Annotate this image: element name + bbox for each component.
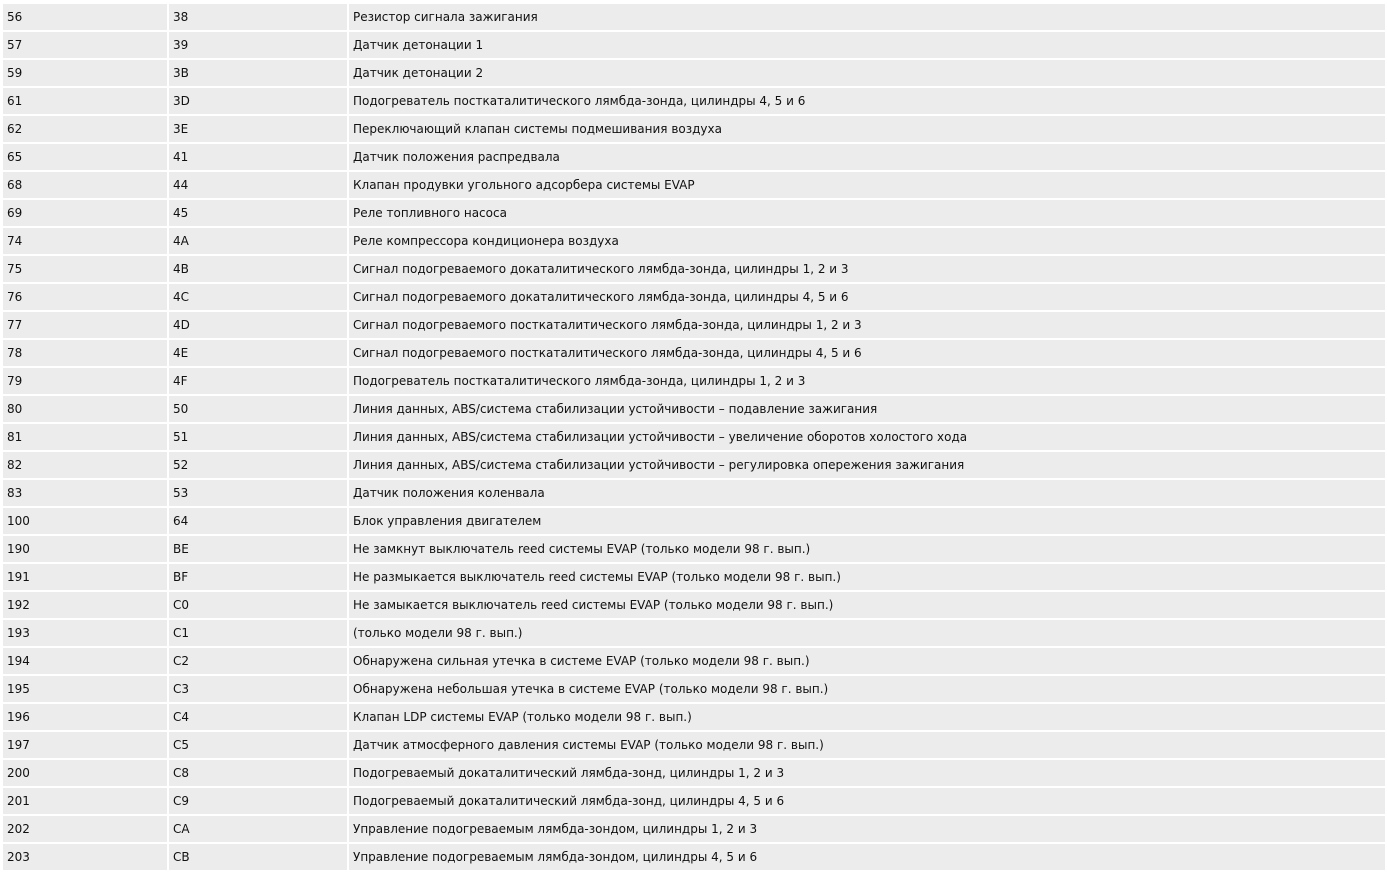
code-cell: 190 [3,536,167,562]
hex-code-cell: 4F [169,368,347,394]
hex-code-cell: 51 [169,424,347,450]
code-cell: 77 [3,312,167,338]
table-row [3,4,1385,30]
description-cell: Не замыкается выключатель reed системы EVAP (только модели 98 г. вып.) [349,592,1385,618]
code-cell: 81 [3,424,167,450]
table-row [3,116,1385,142]
table-row [3,648,1385,674]
hex-code-cell: 3B [169,60,347,86]
hex-code-cell: 3D [169,88,347,114]
description-cell: Датчик детонации 1 [349,32,1385,58]
hex-code-cell: C8 [169,760,347,786]
code-cell: 83 [3,480,167,506]
code-cell: 78 [3,340,167,366]
table-row [3,760,1385,786]
table-row [3,144,1385,170]
code-cell: 196 [3,704,167,730]
hex-code-cell: C3 [169,676,347,702]
code-cell: 191 [3,564,167,590]
description-cell: Реле топливного насоса [349,200,1385,226]
hex-code-cell: 3E [169,116,347,142]
hex-code-cell: C0 [169,592,347,618]
table-row [3,60,1385,86]
description-cell: Клапан LDP системы EVAP (только модели 98 г. вып.) [349,704,1385,730]
description-cell: Управление подогреваемым лямбда-зондом, цилиндры 1, 2 и 3 [349,816,1385,842]
code-cell: 79 [3,368,167,394]
description-cell: Линия данных, ABS/система стабилизации устойчивости – регулировка опережения зажигания [349,452,1385,478]
hex-code-cell: 44 [169,172,347,198]
table-row [3,284,1385,310]
description-cell: Сигнал подогреваемого посткаталитического лямбда-зонда, цилиндры 1, 2 и 3 [349,312,1385,338]
code-cell: 195 [3,676,167,702]
hex-code-cell: BE [169,536,347,562]
hex-code-cell: CB [169,844,347,870]
code-cell: 57 [3,32,167,58]
description-cell: Реле компрессора кондиционера воздуха [349,228,1385,254]
table-row [3,396,1385,422]
hex-code-cell: C9 [169,788,347,814]
table-row [3,480,1385,506]
table-row [3,508,1385,534]
table-row [3,88,1385,114]
description-cell: Датчик положения распредвала [349,144,1385,170]
code-cell: 80 [3,396,167,422]
hex-code-cell: C2 [169,648,347,674]
hex-code-cell: 64 [169,508,347,534]
table-row [3,228,1385,254]
table-row [3,368,1385,394]
code-cell: 202 [3,816,167,842]
table-row [3,340,1385,366]
description-cell: Переключающий клапан системы подмешивания воздуха [349,116,1385,142]
description-cell: Клапан продувки угольного адсорбера системы EVAP [349,172,1385,198]
code-cell: 62 [3,116,167,142]
fault-code-table [1,2,1387,872]
code-cell: 192 [3,592,167,618]
description-cell: Сигнал подогреваемого докаталитического лямбда-зонда, цилиндры 1, 2 и 3 [349,256,1385,282]
hex-code-cell: 52 [169,452,347,478]
table-row [3,452,1385,478]
description-cell: Линия данных, ABS/система стабилизации устойчивости – подавление зажигания [349,396,1385,422]
table-row [3,788,1385,814]
hex-code-cell: 4B [169,256,347,282]
code-cell: 74 [3,228,167,254]
hex-code-cell: C5 [169,732,347,758]
hex-code-cell: CA [169,816,347,842]
hex-code-cell: 39 [169,32,347,58]
description-cell: Резистор сигнала зажигания [349,4,1385,30]
hex-code-cell: 4D [169,312,347,338]
table-row [3,816,1385,842]
hex-code-cell: C1 [169,620,347,646]
code-cell: 65 [3,144,167,170]
table-row [3,732,1385,758]
table-row [3,32,1385,58]
table-row [3,564,1385,590]
table-row [3,676,1385,702]
code-cell: 75 [3,256,167,282]
description-cell: Подогреваемый докаталитический лямбда-зонд, цилиндры 1, 2 и 3 [349,760,1385,786]
code-cell: 203 [3,844,167,870]
hex-code-cell: 4E [169,340,347,366]
description-cell: Линия данных, ABS/система стабилизации устойчивости – увеличение оборотов холостого хода [349,424,1385,450]
code-cell: 76 [3,284,167,310]
table-row [3,592,1385,618]
code-cell: 194 [3,648,167,674]
description-cell: Датчик положения коленвала [349,480,1385,506]
code-cell: 200 [3,760,167,786]
hex-code-cell: BF [169,564,347,590]
table-row [3,172,1385,198]
code-cell: 69 [3,200,167,226]
hex-code-cell: C4 [169,704,347,730]
code-cell: 201 [3,788,167,814]
description-cell: Сигнал подогреваемого посткаталитического лямбда-зонда, цилиндры 4, 5 и 6 [349,340,1385,366]
code-cell: 193 [3,620,167,646]
table-row [3,536,1385,562]
description-cell: Сигнал подогреваемого докаталитического лямбда-зонда, цилиндры 4, 5 и 6 [349,284,1385,310]
hex-code-cell: 45 [169,200,347,226]
description-cell: Подогреваемый докаталитический лямбда-зонд, цилиндры 4, 5 и 6 [349,788,1385,814]
description-cell: Датчик атмосферного давления системы EVAP (только модели 98 г. вып.) [349,732,1385,758]
code-cell: 56 [3,4,167,30]
code-cell: 59 [3,60,167,86]
hex-code-cell: 50 [169,396,347,422]
hex-code-cell: 4C [169,284,347,310]
description-cell: Подогреватель посткаталитического лямбда-зонда, цилиндры 4, 5 и 6 [349,88,1385,114]
description-cell: Обнаружена небольшая утечка в системе EVAP (только модели 98 г. вып.) [349,676,1385,702]
description-cell: Подогреватель посткаталитического лямбда-зонда, цилиндры 1, 2 и 3 [349,368,1385,394]
code-cell: 61 [3,88,167,114]
description-cell: Блок управления двигателем [349,508,1385,534]
fault-code-table-body [3,4,1385,870]
table-row [3,200,1385,226]
table-row [3,256,1385,282]
table-row [3,844,1385,870]
hex-code-cell: 53 [169,480,347,506]
description-cell: (только модели 98 г. вып.) [349,620,1385,646]
hex-code-cell: 4A [169,228,347,254]
table-row [3,704,1385,730]
hex-code-cell: 38 [169,4,347,30]
table-row [3,424,1385,450]
code-cell: 197 [3,732,167,758]
description-cell: Датчик детонации 2 [349,60,1385,86]
hex-code-cell: 41 [169,144,347,170]
code-cell: 82 [3,452,167,478]
table-row [3,620,1385,646]
description-cell: Обнаружена сильная утечка в системе EVAP (только модели 98 г. вып.) [349,648,1385,674]
code-cell: 68 [3,172,167,198]
description-cell: Не размыкается выключатель reed системы EVAP (только модели 98 г. вып.) [349,564,1385,590]
description-cell: Управление подогреваемым лямбда-зондом, цилиндры 4, 5 и 6 [349,844,1385,870]
code-cell: 100 [3,508,167,534]
table-row [3,312,1385,338]
description-cell: Не замкнут выключатель reed системы EVAP (только модели 98 г. вып.) [349,536,1385,562]
